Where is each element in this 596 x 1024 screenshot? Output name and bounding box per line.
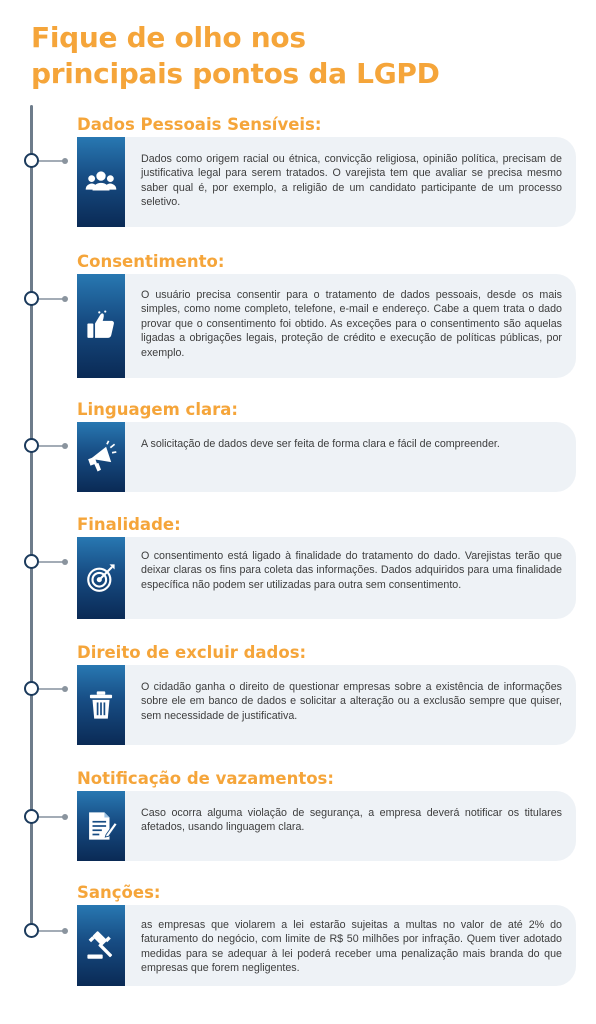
card-text: O consentimento está ligado à finalidade do tratamento do dado. Varejistas terão que deixar claras os fins para coleta das informações. Dados adquiridos para uma finalidade específica não podem ser utilizadas para outra sem consentimento. bbox=[141, 550, 562, 591]
section-heading: Finalidade: bbox=[77, 515, 181, 534]
section-heading: Direito de excluir dados: bbox=[77, 643, 307, 662]
timeline-node bbox=[24, 923, 39, 938]
timeline-dot bbox=[62, 928, 68, 934]
section-heading: Linguagem clara: bbox=[77, 400, 238, 419]
info-card bbox=[77, 274, 576, 378]
card-text: A solicitação de dados deve ser feita de forma clara e fácil de compreender. bbox=[141, 438, 500, 450]
page-title bbox=[31, 20, 440, 92]
document-edit-icon bbox=[84, 809, 118, 843]
info-card bbox=[77, 905, 576, 986]
section-heading: Consentimento: bbox=[77, 252, 225, 271]
gavel-icon bbox=[84, 929, 118, 963]
trash-icon bbox=[84, 688, 118, 722]
section-heading: Notificação de vazamentos: bbox=[77, 769, 334, 788]
timeline-node bbox=[24, 809, 39, 824]
info-card bbox=[77, 791, 576, 861]
info-card bbox=[77, 537, 576, 619]
timeline-dot bbox=[62, 296, 68, 302]
icon-box bbox=[77, 537, 125, 619]
icon-box bbox=[77, 137, 125, 227]
timeline-dot bbox=[62, 814, 68, 820]
timeline-dot bbox=[62, 559, 68, 565]
icon-box bbox=[77, 905, 125, 986]
section-heading: Sanções: bbox=[77, 883, 161, 902]
card-text: Dados como origem racial ou étnica, convicção religiosa, opinião política, precisam de justificativa legal para serem tratados. O varejista tem que avaliar se precisa mesmo saber qual é, por exemplo, a religião de um candidato participante de um processo seletivo. bbox=[141, 153, 562, 209]
card-text: Caso ocorra alguma violação de segurança, a empresa deverá notificar os titulares afetados, usando linguagem clara. bbox=[141, 807, 562, 834]
timeline-node bbox=[24, 291, 39, 306]
info-card bbox=[77, 422, 576, 492]
page-title-line-2: principais pontos da LGPD bbox=[31, 57, 440, 90]
thumbs-up-icon bbox=[84, 309, 118, 343]
icon-box bbox=[77, 422, 125, 492]
timeline-dot bbox=[62, 158, 68, 164]
card-text: O usuário precisa consentir para o tratamento de dados pessoais, desde os mais simples, como nome completo, telefone, e-mail e endereço. Cabe a quem trata o dado provar que o consentimento foi obtido. As exceções para o consentimento são aquelas ligadas a obrigações legais, proteção de crédito e execução de políticas públicas, por exemplo. bbox=[141, 289, 562, 359]
people-group-icon bbox=[84, 165, 118, 199]
section-heading: Dados Pessoais Sensíveis: bbox=[77, 115, 322, 134]
page-title-line-1: Fique de olho nos bbox=[31, 21, 306, 54]
card-text: O cidadão ganha o direito de questionar empresas sobre a existência de informações sobre ele em banco de dados e solicitar a alteração ou a exclusão sempre que quiser, sem necessidade de justificativa. bbox=[141, 681, 562, 722]
target-icon bbox=[84, 561, 118, 595]
timeline-dot bbox=[62, 443, 68, 449]
timeline-dot bbox=[62, 686, 68, 692]
icon-box bbox=[77, 274, 125, 378]
timeline-node bbox=[24, 681, 39, 696]
timeline-node bbox=[24, 153, 39, 168]
icon-box bbox=[77, 665, 125, 745]
info-card bbox=[77, 665, 576, 745]
timeline-node bbox=[24, 438, 39, 453]
icon-box bbox=[77, 791, 125, 861]
timeline-node bbox=[24, 554, 39, 569]
megaphone-icon bbox=[84, 440, 118, 474]
card-text: as empresas que violarem a lei estarão sujeitas a multas no valor de até 2% do faturamento do negócio, com limite de R$ 50 milhões por infração. Quem tiver adotado medidas para se adequar à lei poderá receber uma penalização mais branda do que empresas que forem negligentes. bbox=[141, 919, 562, 975]
info-card bbox=[77, 137, 576, 227]
